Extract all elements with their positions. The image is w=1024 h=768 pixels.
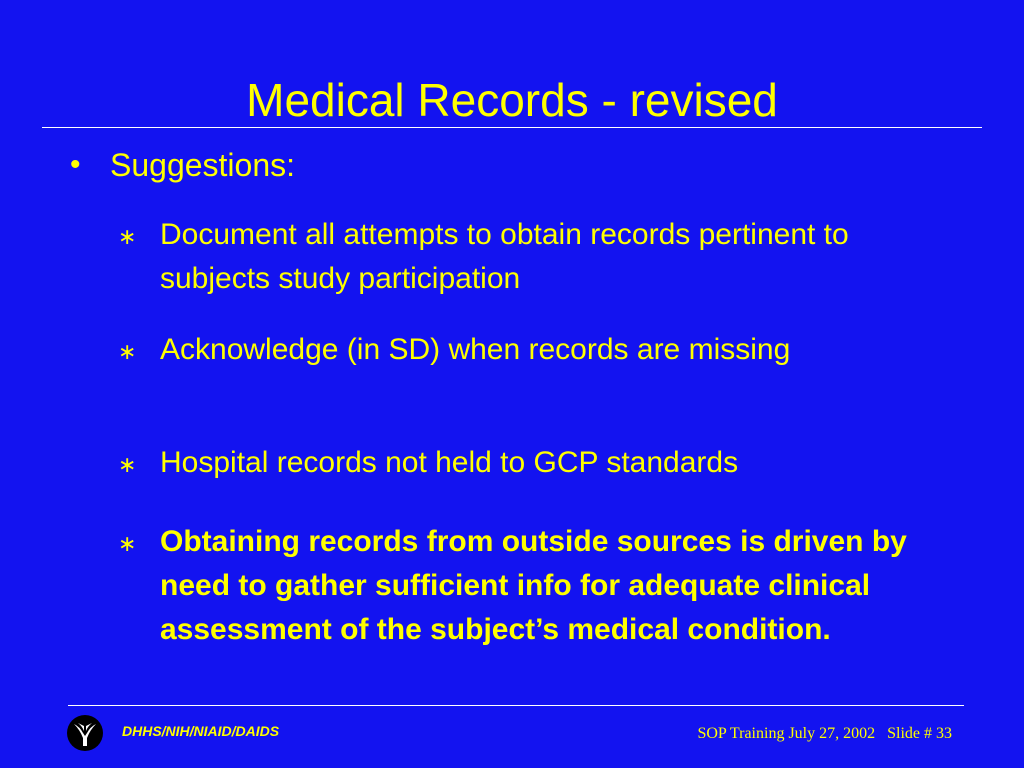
asterisk-bullet-icon: ∗	[118, 339, 137, 364]
footer-slide-number: Slide # 33	[887, 725, 952, 742]
sub-bullet-text: Hospital records not held to GCP standards	[160, 446, 739, 479]
bullet-dot-icon: •	[70, 148, 81, 181]
asterisk-bullet-icon: ∗	[118, 531, 137, 556]
title-divider	[42, 127, 982, 128]
footer-organization: DHHS/NIH/NIAID/DAIDS	[122, 723, 280, 739]
slide-title: Medical Records - revised	[246, 74, 778, 126]
footer-training: SOP Training July 27, 2002	[697, 725, 876, 742]
asterisk-bullet-icon: ∗	[118, 224, 137, 249]
hhs-eagle-logo-icon	[66, 714, 104, 752]
main-bullet-text: Suggestions:	[110, 147, 296, 183]
asterisk-bullet-icon: ∗	[118, 452, 137, 477]
sub-bullet-text: Acknowledge (in SD) when records are missing	[160, 333, 791, 366]
footer-slide-info	[697, 725, 952, 743]
sub-bullet-text: Document all attempts to obtain records pertinent to subjects study participation	[160, 218, 849, 295]
sub-bullet-text-bold: Obtaining records from outside sources is driven by need to gather sufficient info for adequate clinical assessment of the subject’s medical condition.	[160, 525, 907, 646]
footer-divider	[68, 705, 964, 706]
